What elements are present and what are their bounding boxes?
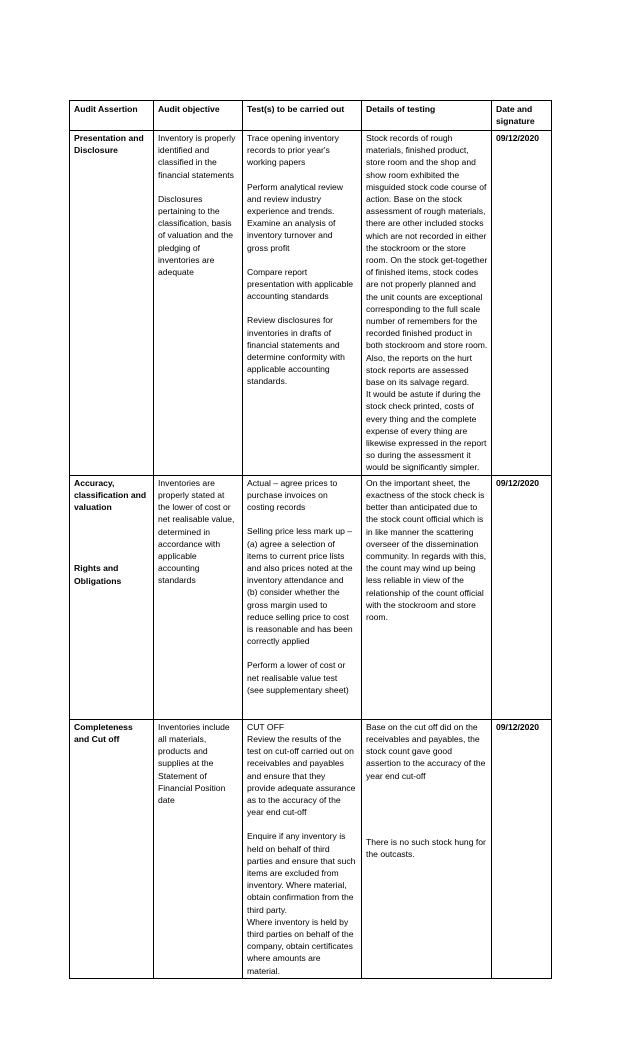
assertion-cell: Completeness and Cut off: [70, 719, 154, 978]
details-cell: Base on the cut off did on the receivables and payables, the stock count gave good assertion to the accuracy of the year end cut-off There is no such stock hung for the outcasts.: [362, 719, 492, 978]
date-cell: 09/12/2020: [492, 131, 552, 476]
details-cell: Stock records of rough materials, finished product, store room and the shop and show room exhibited the misguided stock code course of action. Base on the stock assessment of rough materials, there are other included stocks which are not recorded in either the stockroom or the store room. On the stock get-together of finished items, stock codes are not properly planned and the unit counts are exceptional corresponding to the full scale number of remembers for the recorded finished product in both stockroom and store room. Also, the reports on the hurt stock reports are assessed base on its salvage regard. It would be astute if during the stock check printed, costs of every thing and the complete expense of every thing are likewise expressed in the report so during the assessment it would be significantly simpler.: [362, 131, 492, 476]
tests-cell: CUT OFF Review the results of the test on cut-off carried out on receivables and payables and ensure that they provide adequate assurance as to the accuracy of the year end cut-off Enquire if any inventory is held on behalf of third parties and ensure that such items are excluded from inventory. Where material, obtain confirmation from the third party. Where inventory is held by third parties on behalf of the company, obtain certificates where amounts are material.: [243, 719, 362, 978]
tests-cell: Trace opening inventory records to prior year's working papers Perform analytical review and review industry experience and trends. Examine an analysis of inventory turnover and gross profit Compare report presentation with applicable accounting standards Review disclosures for inventories in drafts of financial statements and determine conformity with applicable accounting standards.: [243, 131, 362, 476]
objective-cell: Inventory is properly identified and classified in the financial statements Disclosures pertaining to the classification, basis of valuation and the pledging of inventories are adequate: [154, 131, 243, 476]
table-row: [70, 131, 552, 476]
header-audit-assertion: Audit Assertion: [70, 101, 154, 131]
header-audit-objective: Audit objective: [154, 101, 243, 131]
objective-cell: Inventories are properly stated at the lower of cost or net realisable value, determined in accordance with applicable accounting standards: [154, 475, 243, 719]
header-date-signature: Date and signature: [492, 101, 552, 131]
audit-table: [69, 100, 552, 979]
date-cell: 09/12/2020: [492, 475, 552, 719]
details-cell: On the important sheet, the exactness of the stock check is better than anticipated due to the stock count official which is in like manner the scattering overseer of the dissemination community. In regards with this, the count may wind up being less reliable in view of the relationship of the count official with the stockroom and store room.: [362, 475, 492, 719]
table-row: [70, 719, 552, 978]
objective-cell: Inventories include all materials, products and supplies at the Statement of Financial Position date: [154, 719, 243, 978]
table-row: [70, 475, 552, 719]
header-tests: Test(s) to be carried out: [243, 101, 362, 131]
header-row: [70, 101, 552, 131]
tests-cell: Actual – agree prices to purchase invoices on costing records Selling price less mark up – (a) agree a selection of items to current price lists and also prices noted at the inventory attendance and (b) consider whether the gross margin used to reduce selling price to cost is reasonable and has been correctly applied Perform a lower of cost or net realisable value test (see supplementary sheet): [243, 475, 362, 719]
header-details: Details of testing: [362, 101, 492, 131]
assertion-cell: Accuracy, classification and valuation Rights and Obligations: [70, 475, 154, 719]
assertion-cell: Presentation and Disclosure: [70, 131, 154, 476]
date-cell: 09/12/2020: [492, 719, 552, 978]
